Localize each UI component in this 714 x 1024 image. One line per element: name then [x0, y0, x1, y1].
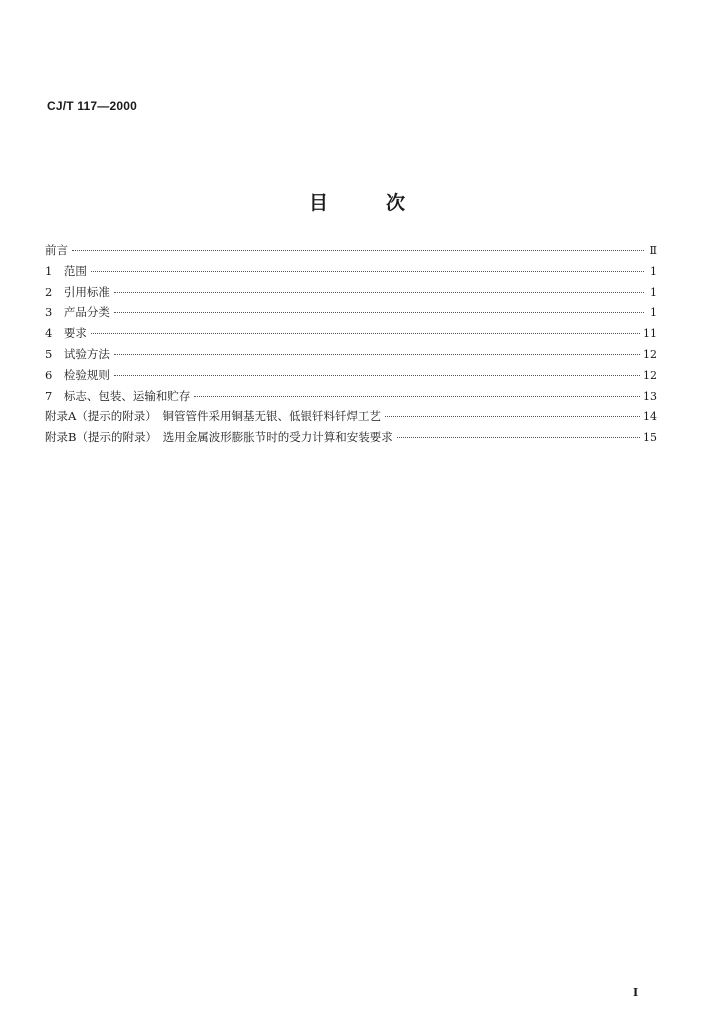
toc-page-number: 11 [643, 327, 657, 341]
toc-entry-foreword[interactable] [45, 240, 657, 261]
page-title: 目次 [308, 192, 463, 214]
toc-label: 4 要求 [45, 326, 87, 341]
toc-entry-classification[interactable] [45, 302, 657, 323]
table-of-contents [45, 240, 657, 448]
toc-label: 附录A（提示的附录） 铜管管件采用铜基无银、低银钎料钎焊工艺 [45, 409, 382, 424]
dot-leader [114, 292, 644, 293]
dot-leader [194, 396, 640, 397]
toc-entry-scope[interactable] [45, 261, 657, 282]
dot-leader [91, 271, 644, 272]
toc-label: 7 标志、包装、运输和贮存 [45, 388, 191, 403]
toc-entry-annex-b[interactable] [45, 427, 657, 448]
toc-label: 5 试验方法 [45, 346, 110, 361]
toc-page-number: 1 [650, 264, 657, 278]
toc-page-number: 1 [650, 285, 657, 299]
toc-label: 附录B（提示的附录） 选用金属波形膨胀节时的受力计算和安装要求 [45, 430, 393, 445]
toc-page-number: 13 [643, 389, 657, 403]
toc-label: 1 范围 [45, 263, 87, 278]
toc-page-number: 15 [643, 431, 657, 445]
dot-leader [114, 312, 644, 313]
dot-leader [72, 250, 644, 251]
dot-leader [114, 354, 640, 355]
toc-entry-normative-references[interactable] [45, 282, 657, 303]
toc-page-number: 12 [643, 368, 657, 382]
toc-page-number: 12 [643, 347, 657, 361]
toc-label: 6 检验规则 [45, 367, 110, 382]
toc-label: 3 产品分类 [45, 305, 110, 320]
toc-entry-annex-a[interactable] [45, 406, 657, 427]
toc-entry-marking-packaging[interactable] [45, 386, 657, 407]
page-number: Ⅰ [633, 986, 639, 999]
toc-page-number: 1 [650, 306, 657, 320]
toc-label: 前言 [45, 243, 68, 257]
dot-leader [91, 333, 640, 334]
dot-leader [385, 416, 640, 417]
dot-leader [114, 375, 640, 376]
standard-code: CJ/T 117—2000 [47, 99, 137, 113]
toc-entry-test-methods[interactable] [45, 344, 657, 365]
toc-entry-inspection-rules[interactable] [45, 365, 657, 386]
toc-entry-requirements[interactable] [45, 323, 657, 344]
toc-label: 2 引用标准 [45, 284, 110, 299]
dot-leader [397, 437, 640, 438]
toc-page-number: Ⅱ [649, 244, 657, 257]
toc-page-number: 14 [643, 410, 657, 424]
